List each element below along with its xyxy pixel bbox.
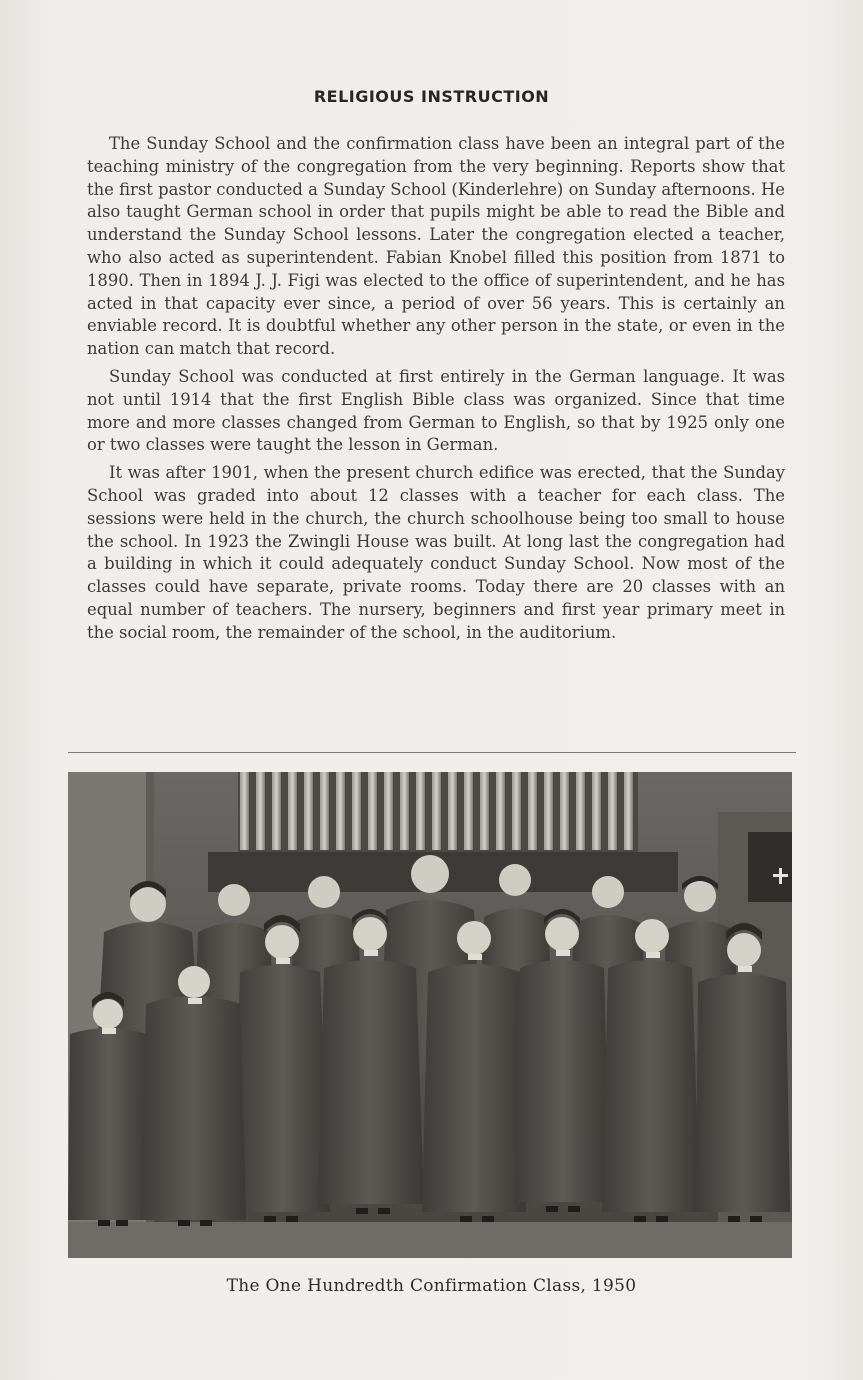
confirmation-class-photo bbox=[68, 772, 792, 1258]
paragraph-3: It was after 1901, when the present church edifice was erected, that the Sunday School was graded into about 12 classes with a teacher for each class. The sessions were held in the church, the church schoolhouse being too small to house the school. In 1923 the Zwingli House was built. At long last the congregation had a building in which it could adequately conduct Sunday School. Now most of the classes could have separate, private rooms. Today there are 20 classes with an equal number of teachers. The nursery, beginners and first year primary meet in the social room, the remainder of the school, in the auditorium. bbox=[87, 463, 785, 642]
paragraph-1: The Sunday School and the confirmation class have been an integral part of the teaching ministry of the congregation from the very beginning. Reports show that the first pastor conducted a Sunday School (Kinderlehre) on Sunday afternoons. He also taught German school in order that pupils might be able to read the Bible and understand the Sunday School lessons. Later the congregation elected a teacher, who also acted as superintendent. Fabian Knobel filled this position from 1871 to 1890. Then in 1894 J. J. Figi was elected to the office of superintendent, and he has acted in that capacity ever since, a period of over 56 years. This is certainly an enviable record. It is doubtful whether any other person in the state, or even in the nation can match that record. bbox=[87, 134, 785, 359]
page-title: RELIGIOUS INSTRUCTION bbox=[313, 87, 550, 106]
divider bbox=[68, 752, 796, 753]
photo-illustration bbox=[68, 772, 792, 1258]
body-text bbox=[87, 133, 785, 650]
paragraph-2: Sunday School was conducted at first entirely in the German language. It was not until 1914 that the first English Bible class was organized. Since that time more and more classes changed from German to English, so that by 1925 only one or two classes were taught the lesson in German. bbox=[87, 366, 785, 455]
photo-caption: The One Hundredth Confirmation Class, 1950 bbox=[226, 1276, 637, 1296]
